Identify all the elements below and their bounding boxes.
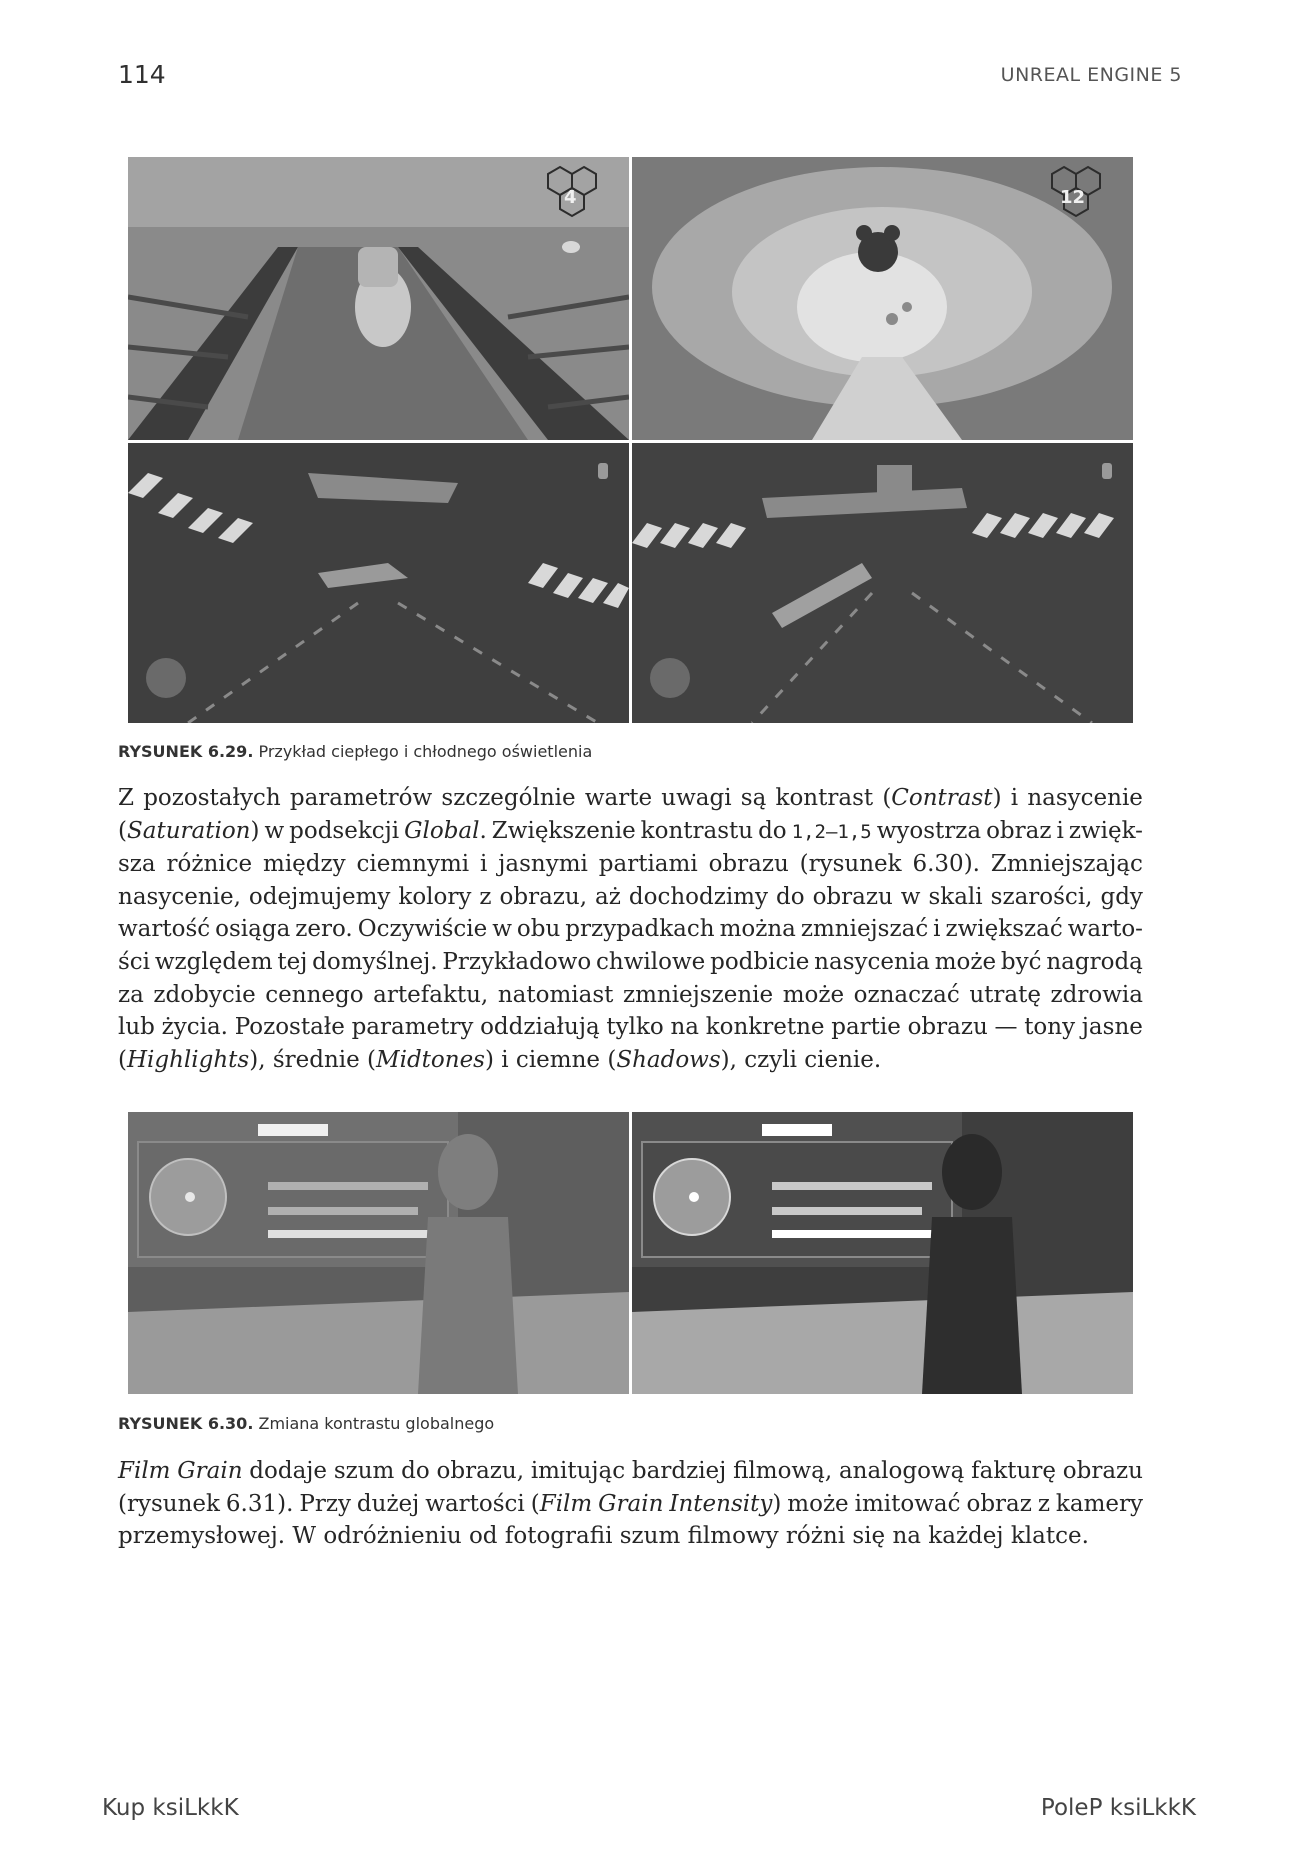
term-shadows: Shadows <box>616 1046 721 1073</box>
word: odejmujemy <box>248 883 391 910</box>
word: przypadkach <box>565 916 715 943</box>
word: Global. <box>404 817 487 844</box>
word: szczególnie <box>441 785 576 811</box>
word: obrazu <box>708 851 789 878</box>
word: dochodzimy <box>628 883 768 910</box>
word: zwiększać <box>945 916 1063 943</box>
body-paragraph-2 <box>118 1455 1143 1553</box>
caption-text: Przykład ciepłego i chłodnego oświetlenia <box>253 742 593 761</box>
word: chwilowe <box>596 948 706 975</box>
paragraph-line <box>118 1455 1143 1488</box>
footer-recommend-link[interactable]: PoleP ksiLkkK <box>1040 1795 1196 1821</box>
word: partie <box>831 1014 901 1041</box>
word: aż <box>595 883 621 910</box>
word: osiąga <box>215 916 291 943</box>
word: oznaczać <box>853 981 960 1008</box>
word: Grain <box>598 1490 664 1517</box>
word: imitując <box>530 1458 626 1484</box>
word: obrazu <box>1062 1458 1143 1484</box>
word: dużej <box>356 1490 420 1517</box>
hud-counter-right: 12 <box>1060 187 1086 208</box>
figure-panel-low-contrast <box>128 1112 629 1394</box>
word: jasne <box>1081 1014 1143 1041</box>
word: do <box>776 883 805 910</box>
word: filmową, <box>733 1458 833 1484</box>
word: nasycenia <box>814 948 930 975</box>
word: bardziej <box>631 1458 727 1484</box>
page-header <box>118 60 1182 96</box>
term-contrast: Contrast <box>891 785 993 811</box>
word: obrazu <box>812 883 893 910</box>
word: i <box>1010 785 1019 811</box>
footer-buy-link[interactable]: Kup ksiLkkK <box>102 1795 239 1821</box>
word: Film <box>118 1458 171 1484</box>
word: (Saturation) <box>118 817 260 844</box>
figure-panel-warm-tunnel <box>128 443 629 723</box>
word: (rysunek <box>799 851 902 878</box>
word: w <box>264 817 285 844</box>
word: jasnymi <box>498 851 588 878</box>
word: lub <box>118 1014 155 1041</box>
word: za <box>118 981 144 1008</box>
word: i <box>933 916 941 943</box>
word: życia. <box>161 1014 228 1041</box>
word: Intensity) <box>669 1490 782 1517</box>
word: 6.30). <box>912 851 980 878</box>
word: zmniejszać <box>800 916 929 943</box>
word: zmniejszenie <box>622 981 774 1008</box>
word: kolory <box>398 883 472 910</box>
word: skali <box>928 883 983 910</box>
word: nagrodą <box>1046 948 1143 975</box>
paragraph-line <box>118 1044 1143 1077</box>
word: może <box>934 948 997 975</box>
word: między <box>263 851 346 878</box>
paragraph-line <box>118 782 1143 815</box>
word: utratę <box>969 981 1041 1008</box>
word: artefaktu, <box>373 981 489 1008</box>
figure-panel-warm-corridor <box>128 157 629 440</box>
word: — <box>994 1014 1018 1041</box>
word: i <box>1056 817 1064 844</box>
word: cennego <box>265 981 364 1008</box>
word: zdrowia <box>1050 981 1143 1008</box>
word: imitować <box>854 1490 961 1517</box>
word: tylko <box>606 1014 664 1041</box>
term-midtones: Midtones <box>376 1046 485 1073</box>
page-number: 114 <box>118 60 166 89</box>
word: ści <box>118 948 151 975</box>
paragraph-line <box>118 913 1143 946</box>
word: zero. <box>295 916 353 943</box>
line-text: (Highlights), średnie (Midtones) i ciemne (Shadows), czyli cienie. <box>118 1046 882 1073</box>
caption-label: RYSUNEK 6.30. <box>118 1414 254 1433</box>
word: nasycenie <box>1027 785 1143 811</box>
paragraph-line <box>118 979 1143 1012</box>
word: z <box>1037 1490 1050 1517</box>
word: partiami <box>598 851 698 878</box>
word: fakturę <box>971 1458 1056 1484</box>
word: wartość <box>118 916 211 943</box>
word: wartości <box>425 1490 525 1517</box>
word: dodaje <box>249 1458 328 1484</box>
word: natomiast <box>497 981 614 1008</box>
word: konkretne <box>705 1014 825 1041</box>
figure-panel-cold-tunnel <box>632 443 1133 723</box>
figure-panel-high-contrast <box>632 1112 1133 1394</box>
word: do <box>758 817 787 844</box>
word: może <box>782 981 845 1008</box>
word: kontrastu <box>640 817 754 844</box>
word: obrazu, <box>499 883 588 910</box>
word: są <box>740 785 767 811</box>
word: Z <box>118 785 134 811</box>
word: tej <box>277 948 308 975</box>
word: obraz <box>966 1490 1032 1517</box>
word: obraz <box>986 817 1052 844</box>
word: (Film <box>530 1490 593 1517</box>
word: w <box>492 916 512 943</box>
word: tony <box>1024 1014 1076 1041</box>
running-title: UNREAL ENGINE 5 <box>1000 64 1182 86</box>
paragraph-line <box>118 1011 1143 1044</box>
word: może <box>787 1490 849 1517</box>
figure-6-30 <box>128 1112 1133 1394</box>
word: obu <box>516 916 561 943</box>
paragraph-line <box>118 848 1143 881</box>
word: do <box>401 1458 430 1484</box>
word: Zmniejszając <box>990 851 1143 878</box>
word: ciemnymi <box>356 851 470 878</box>
paragraph-line <box>118 815 1143 849</box>
word: parametrów <box>289 785 433 811</box>
word: domyślnej. <box>312 948 438 975</box>
word: 1,2–1,5 <box>791 820 872 843</box>
word: być <box>1000 948 1042 975</box>
word: obrazu, <box>436 1458 525 1484</box>
word: (rysunek <box>118 1490 220 1517</box>
word: szarości, <box>990 883 1093 910</box>
word: 6.31). <box>225 1490 294 1517</box>
word: pozostałych <box>143 785 281 811</box>
word: analogową <box>838 1458 965 1484</box>
word: parametry <box>351 1014 474 1041</box>
word: warto- <box>1067 916 1143 943</box>
paragraph-line <box>118 881 1143 914</box>
word: gdy <box>1100 883 1143 910</box>
word: kamery <box>1055 1490 1143 1517</box>
body-paragraph-1 <box>118 782 1143 1076</box>
word: podbicie <box>710 948 810 975</box>
word: Zwiększenie <box>491 817 636 844</box>
word: Przy <box>299 1490 351 1517</box>
hud-counter-left: 4 <box>564 187 577 208</box>
word: w <box>900 883 921 910</box>
word: oddziałują <box>480 1014 600 1041</box>
caption-text: Zmiana kontrastu globalnego <box>253 1414 495 1433</box>
word: zdobycie <box>153 981 256 1008</box>
word: można <box>719 916 796 943</box>
word: zwięk- <box>1068 817 1143 844</box>
term-highlights: Highlights <box>126 1046 250 1073</box>
word: różnice <box>166 851 253 878</box>
word: i <box>480 851 488 878</box>
figure-6-30-caption <box>118 1414 494 1433</box>
paragraph-line <box>118 1488 1143 1521</box>
word: podsekcji <box>289 817 400 844</box>
word: wyostrza <box>876 817 982 844</box>
word: uwagi <box>661 785 732 811</box>
figure-panel-cold-scene <box>632 157 1133 440</box>
word: Przykładowo <box>442 948 592 975</box>
word: nasycenie, <box>118 883 241 910</box>
word: względem <box>154 948 273 975</box>
word: Oczywiście <box>357 916 488 943</box>
figure-6-29-caption <box>118 742 592 761</box>
word: kontrast <box>775 785 874 811</box>
word: na <box>670 1014 699 1041</box>
paragraph-line: przemysłowej. W odróżnieniu od fotografii szum filmowy różni się na każdej klatce. <box>118 1523 1089 1550</box>
paragraph-line <box>118 946 1143 979</box>
word: warte <box>584 785 653 811</box>
word: sza <box>118 851 156 878</box>
figure-6-29 <box>128 157 1133 723</box>
word: z <box>479 883 492 910</box>
word: Pozostałe <box>234 1014 345 1041</box>
word: Grain <box>177 1458 243 1484</box>
word: szum <box>333 1458 395 1484</box>
word: (Contrast) <box>882 785 1002 811</box>
word: obrazu <box>907 1014 988 1041</box>
caption-label: RYSUNEK 6.29. <box>118 742 254 761</box>
